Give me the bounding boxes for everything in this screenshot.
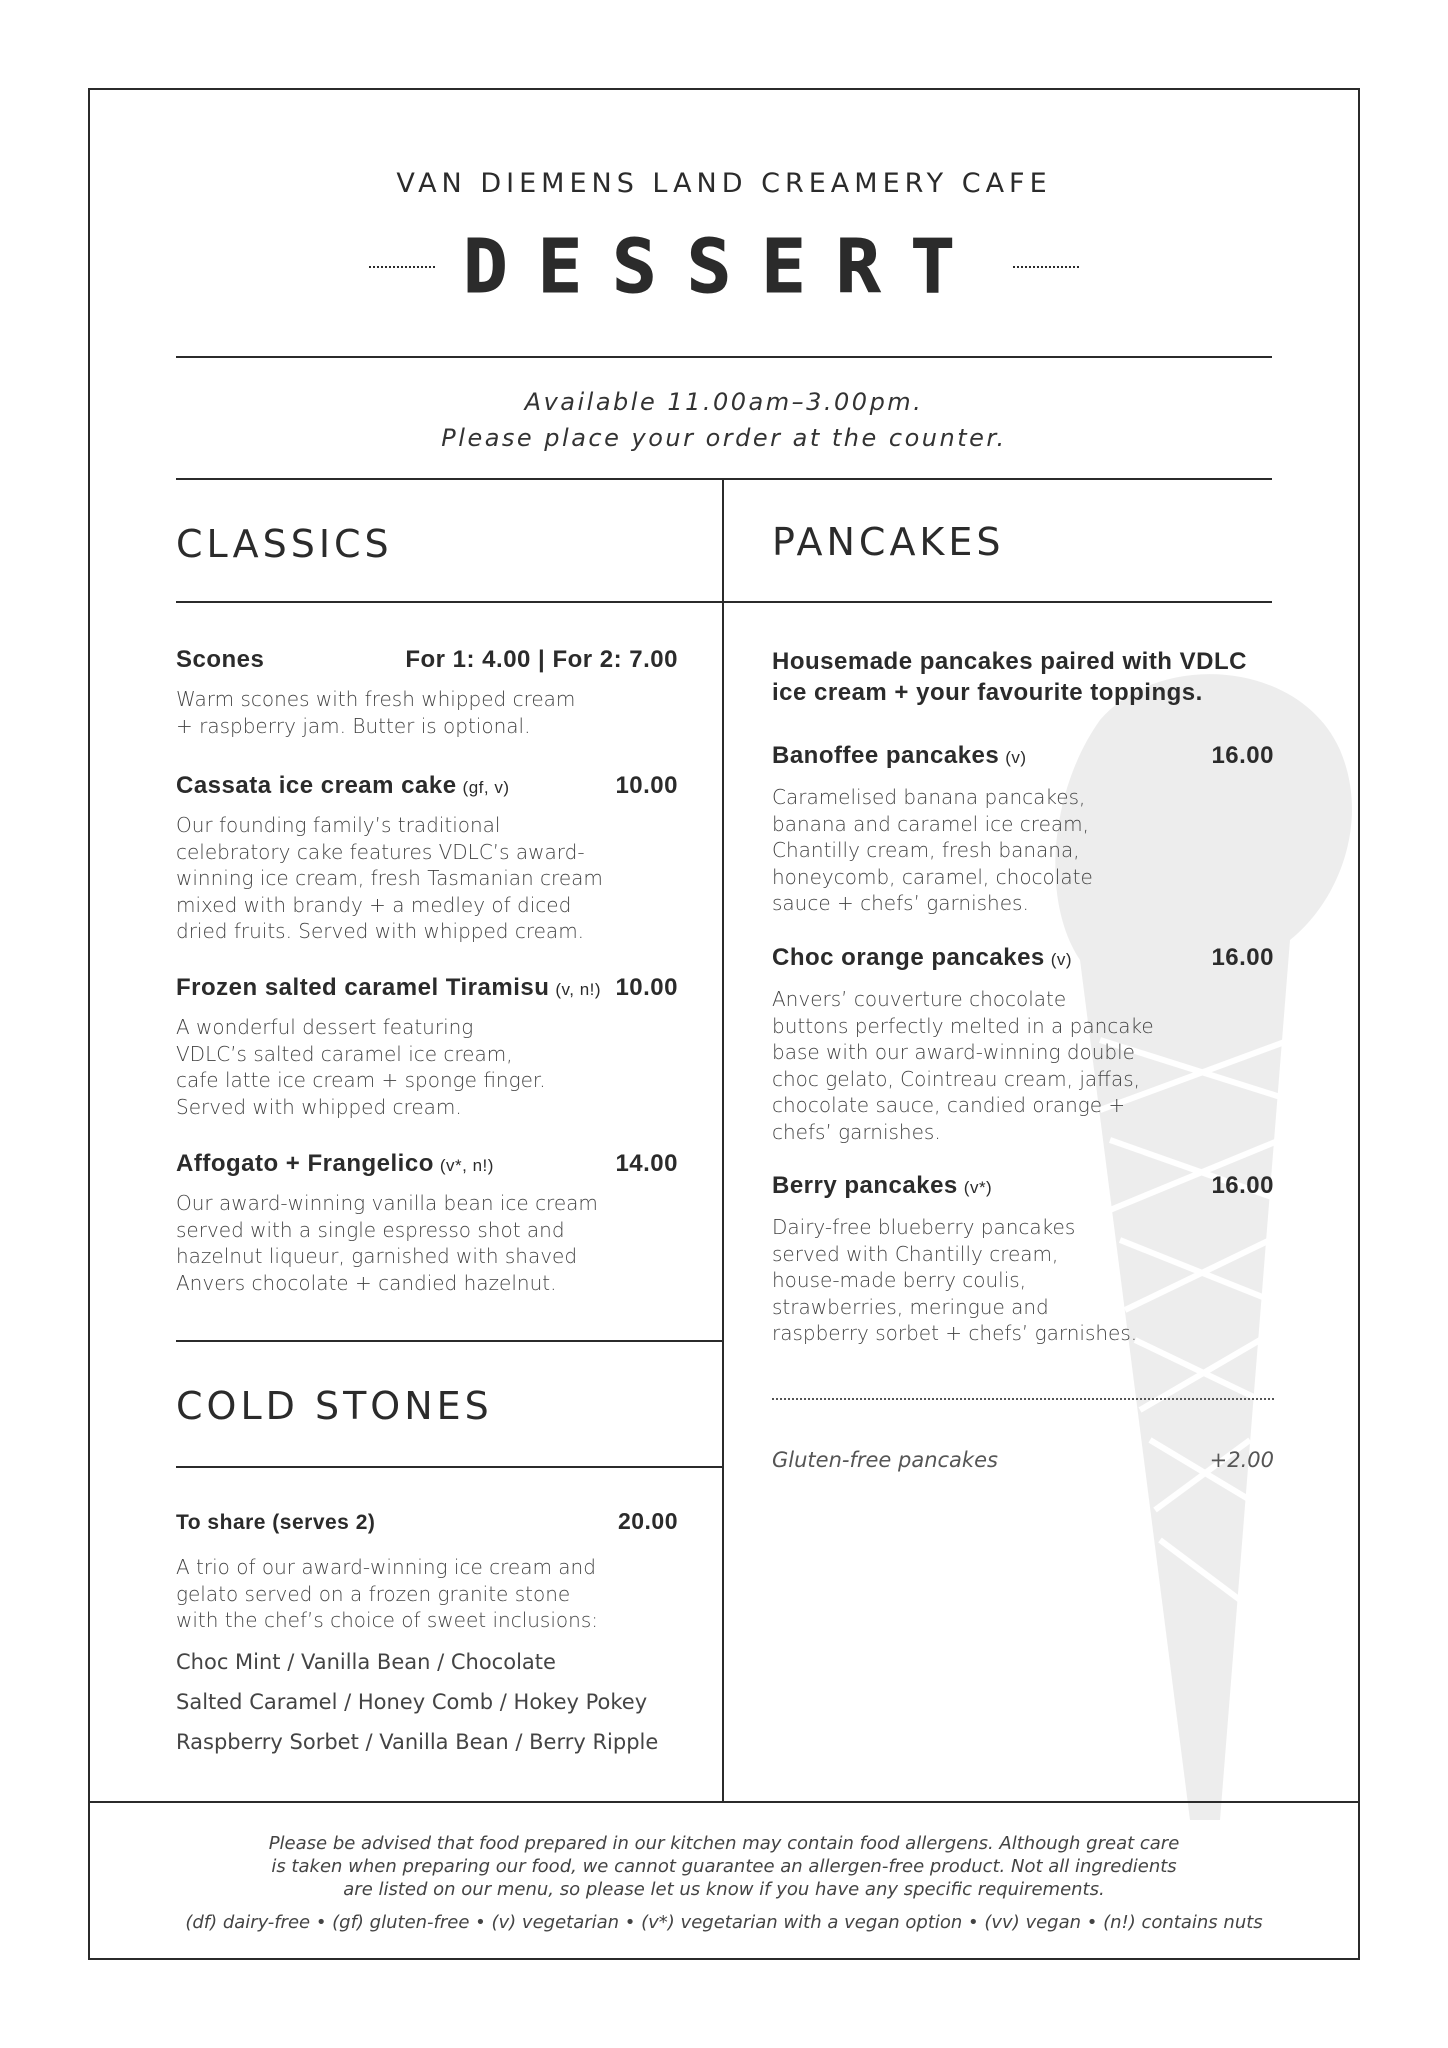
menu-item-tiramisu [176,974,678,1002]
page-title: DESSERT [463,224,985,310]
item-tag: (v*, n!) [439,1156,494,1175]
item-name: Scones [176,646,265,673]
item-price: 16.00 [1211,944,1274,971]
menu-item-choc-orange [772,944,1274,972]
menu-item-to-share [176,1508,678,1535]
menu-item-scones [176,646,678,674]
item-description: A trio of our award-winning ice cream and gelato served on a frozen granite stone with the chef’s choice of sweet inclusions: [176,1555,598,1632]
item-name: Cassata ice cream cake [176,772,457,799]
section-title-cold-stones: COLD STONES [176,1384,493,1428]
item-price: 16.00 [1211,742,1274,769]
item-description: Caramelised banana pancakes, banana and caramel ice cream, Chantilly cream, fresh banana, honeycomb, caramel, chocolate sauce + chefs’ garnishes. [772,785,1093,915]
dotted-divider [772,1398,1274,1400]
divider-header [176,356,1272,358]
divider-availability [176,478,1272,480]
divider-pancakes [722,601,1272,603]
menu-item-affogato [176,1150,678,1178]
menu-item-cassata [176,772,678,800]
item-name: To share (serves 2) [176,1511,376,1534]
availability-line-1: Available 11.00am–3.00pm. [524,388,924,416]
item-name: Frozen salted caramel Tiramisu [176,974,550,1001]
item-name: Affogato + Frangelico [176,1150,434,1177]
section-title-classics: CLASSICS [176,522,393,566]
item-description: Warm scones with fresh whipped cream + raspberry jam. Butter is optional. [176,687,576,738]
item-name: Berry pancakes [772,1172,958,1199]
divider-cold-stones-top [176,1340,722,1342]
availability-line-2: Please place your order at the counter. [441,424,1007,452]
column-divider [722,478,724,1801]
title-dots-left [369,266,435,268]
brand-name: VAN DIEMENS LAND CREAMERY CAFE [396,168,1052,199]
title-row [0,222,1448,312]
item-price: 10.00 [615,772,678,799]
item-tag: (v) [1050,950,1073,969]
item-tag: (v) [1005,748,1027,767]
menu-item-berry [772,1172,1274,1200]
item-description: Anvers’ couverture chocolate buttons perfectly melted in a pancake base with our award-winning double choc gelato, Cointreau cream, jaffas, chocolate sauce, candied orange + chefs’ garnishes. [772,987,1154,1144]
item-description: Our founding family’s traditional celebratory cake features VDLC’s award- winning ice cream, fresh Tasmanian cream mixed with brandy + a medley of diced dried fruits. Served with whipped cream. [176,813,603,943]
flavour-line: Salted Caramel / Honey Comb / Hokey Pokey [176,1690,648,1714]
divider-classics [176,601,722,603]
flavour-line: Choc Mint / Vanilla Bean / Chocolate [176,1650,556,1674]
section-title-pancakes: PANCAKES [772,520,1005,564]
divider-cold-stones [176,1466,722,1468]
extra-gluten-free [772,1448,1274,1472]
allergen-disclaimer: Please be advised that food prepared in our kitchen may contain food allergens. Although great care is taken when preparing our food, we cannot guarantee an allergen-free product. Not all ingredients are listed on our menu, so please let us know if you have any specific requirements. [268,1833,1180,1900]
item-description: A wonderful dessert featuring VDLC’s salted caramel ice cream, cafe latte ice cream + sponge finger. Served with whipped cream. [176,1015,546,1119]
item-description: Dairy-free blueberry pancakes served with Chantilly cream, house-made berry coulis, strawberries, meringue and raspberry sorbet + chefs’ garnishes. [772,1215,1138,1345]
item-price: 16.00 [1211,1172,1274,1199]
dietary-legend: (df) dairy-free • (gf) gluten-free • (v) vegetarian • (v*) vegetarian with a vegan option • (vv) vegan • (n!) contains nuts [185,1912,1263,1933]
item-tag: (v*) [963,1178,993,1197]
menu-item-banoffee [772,742,1274,770]
item-description: Our award-winning vanilla bean ice cream served with a single espresso shot and hazelnut liqueur, garnished with shaved Anvers chocolate + candied hazelnut. [176,1191,598,1295]
extra-price: +2.00 [1209,1448,1274,1472]
item-tag: (gf, v) [462,778,510,797]
divider-footer [88,1801,1360,1803]
item-price: For 1: 4.00 | For 2: 7.00 [405,646,678,673]
flavour-line: Raspberry Sorbet / Vanilla Bean / Berry Ripple [176,1730,659,1754]
extra-label: Gluten-free pancakes [772,1448,998,1472]
item-name: Banoffee pancakes [772,742,1000,769]
item-tag: (v, n!) [555,980,602,999]
title-dots-right [1013,266,1079,268]
item-price: 10.00 [615,974,678,1001]
item-price: 14.00 [615,1150,678,1177]
item-name: Choc orange pancakes [772,944,1045,971]
item-price: 20.00 [617,1508,678,1534]
pancakes-intro: Housemade pancakes paired with VDLC ice cream + your favourite toppings. [772,648,1247,706]
